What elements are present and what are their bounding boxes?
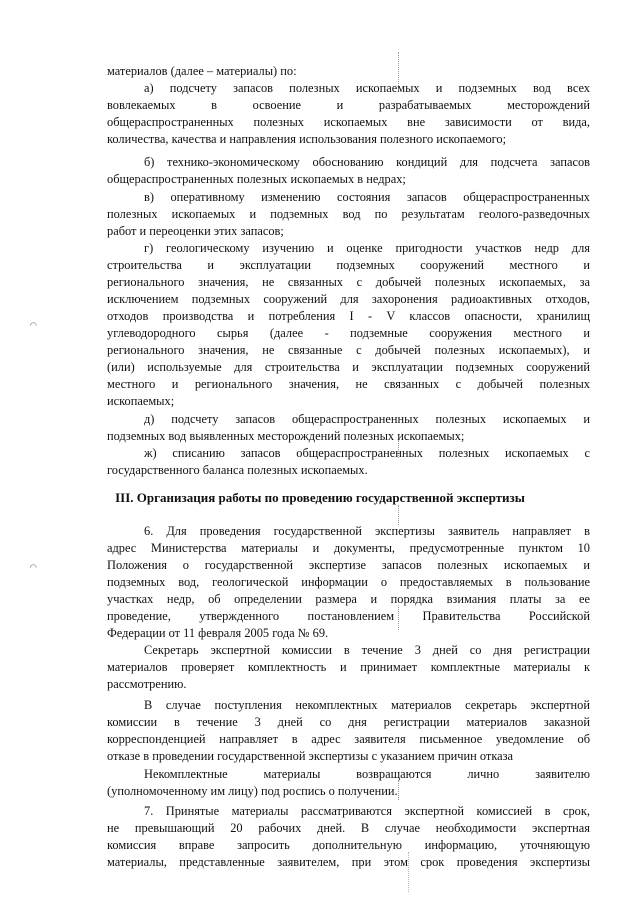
scan-stitch-mark [398,505,419,525]
text-line: материалы, представленные заявителем, при этом срок проведения экспертизы [107,855,590,869]
text-line: адрес Министерства материалы и документы, предусмотренные пунктом 10 [107,541,590,555]
text-line: (уполномоченному им лицу) под роспись о получении. [107,784,398,798]
text-line: регионального значения, не связанные с добычей полезных ископаемых), и [107,343,590,357]
scan-artifact-mark: ⌒ [30,560,37,573]
text-line: общераспространенных полезных ископаемых в недрах; [107,172,406,186]
text-line: участках недр, об определении размера и порядка взимания платы за ее [107,592,590,606]
text-line: Секретарь экспертной комиссии в течение 3 дней со дня регистрации [144,643,590,657]
text-line: государственного баланса полезных ископаемых. [107,463,368,477]
text-line: корреспонденцией направляет в адрес заявителя письменное уведомление об [107,732,590,746]
text-line: Некомплектные материалы возвращаются лично заявителю [144,767,590,781]
text-line: материалов проверяет комплектность и принимает комплектные материалы к [107,660,590,674]
text-line: подземных вод выявленных месторождений полезных ископаемых; [107,429,465,443]
text-line: работ и переоценки этих запасов; [107,224,284,238]
text-line: материалов (далее – материалы) по: [107,64,297,78]
text-line: в) оперативному изменению состояния запасов общераспространенных [144,190,590,204]
text-line: а) подсчету запасов полезных ископаемых и подземных вод всех [144,81,590,95]
text-line: комиссия вправе запросить дополнительную информацию, уточняющую [107,838,590,852]
text-line: В случае поступления некомплектных материалов секретарь экспертной [144,698,590,712]
text-line: (или) используемые для строительства и эксплуатации подземных сооружений [107,360,590,374]
text-line: проведение, утвержденного постановлением Правительства Российской [107,609,590,623]
text-line: Федерации от 11 февраля 2005 года № 69. [107,626,329,640]
text-line: отказе в проведении государственной экспертизы с указанием причин отказа [107,749,514,763]
scan-artifact-mark: ⌒ [30,318,37,331]
text-line: 7. Принятые материалы рассматриваются экспертной комиссией в срок, [144,804,590,818]
text-line: регионального значения, не связанных с добычей полезных ископаемых, за [107,275,590,289]
section-heading: III. Организация работы по проведению государственной экспертизы [115,490,525,505]
text-line: ископаемых; [107,394,175,408]
text-line: исключением подземных сооружений для захоронения радиоактивных отходов, [107,292,590,306]
text-line: отходов производства и потребления I - V классов опасности, хранилищ [107,309,590,323]
text-line: Положения о государственной экспертизе запасов полезных ископаемых и [107,558,590,572]
text-line: местного и регионального значения, не связанных с добычей полезных [107,377,590,391]
text-line: комиссии в течение 3 дней со дня регистрации материалов заказной [107,715,590,729]
text-line: ж) списанию запасов общераспространенных полезных ископаемых с [144,446,590,460]
text-line: общераспространенных полезных ископаемых вне зависимости от вида, [107,115,590,129]
text-line: углеводородного сырья (далее - подземные сооружения местного и [107,326,590,340]
text-line: 6. Для проведения государственной экспертизы заявитель направляет в [144,524,590,538]
text-line: б) технико-экономическому обоснованию кондиций для подсчета запасов [144,155,590,169]
text-line: г) геологическому изучению и оценке пригодности участков недр для [144,241,590,255]
text-line: не превышающий 20 рабочих дней. В случае необходимости экспертная [107,821,590,835]
text-line: вовлекаемых в освоение и разрабатываемых месторождений [107,98,590,112]
text-line: строительства и эксплуатации подземных сооружений местного и [107,258,590,272]
text-line: полезных ископаемых и подземных вод по результатам геолого-разведочных [107,207,590,221]
text-line: количества, качества и направления использования полезного ископаемого; [107,132,507,146]
text-line: рассмотрению. [107,677,187,691]
text-line: подземных вод, геологической информации о предоставляемых в пользование [107,575,590,589]
text-line: д) подсчету запасов общераспространенных полезных ископаемых и [144,412,590,426]
